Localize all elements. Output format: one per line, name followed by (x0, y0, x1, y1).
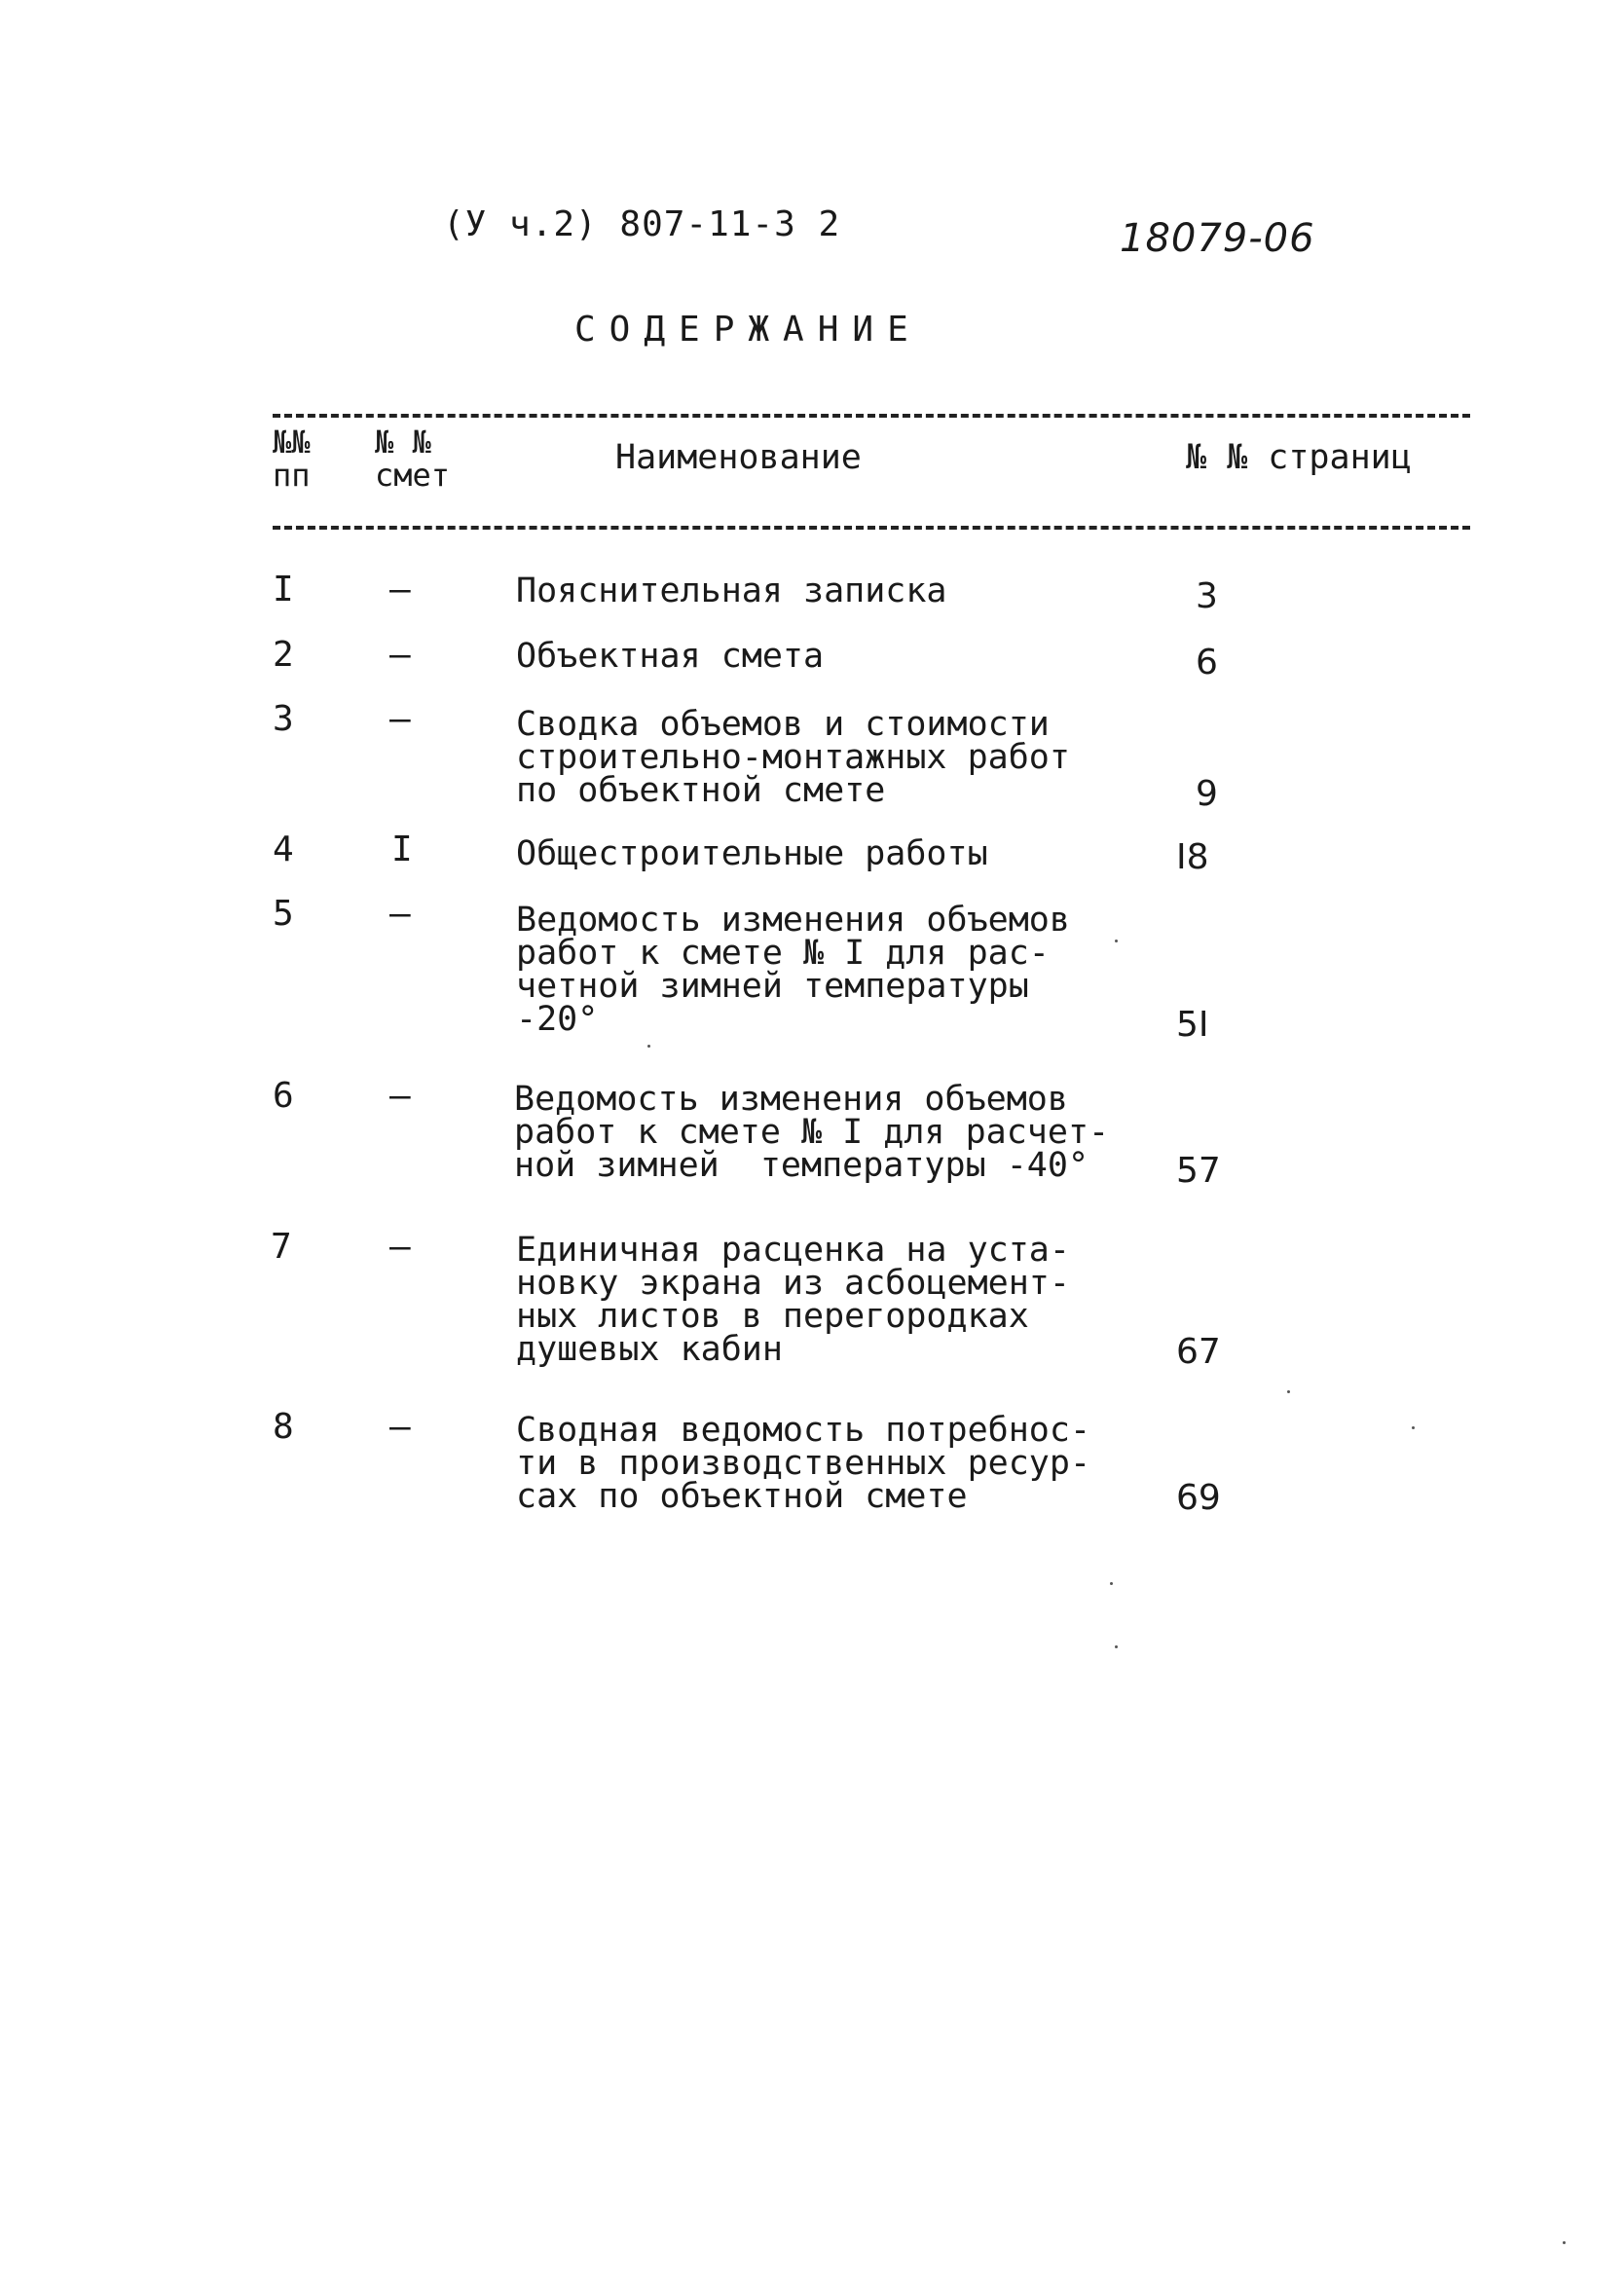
row-name: Общестроительные работы (516, 834, 988, 873)
row-smeta: I (391, 830, 413, 869)
scan-speck (1563, 2241, 1566, 2244)
row-page: 67 (1176, 1332, 1221, 1372)
header-top-rule (273, 414, 1470, 418)
scan-speck (1412, 1426, 1415, 1429)
scan-speck (647, 1045, 650, 1048)
row-page: 57 (1176, 1151, 1221, 1191)
row-page: 6 (1196, 643, 1218, 682)
scan-speck (1110, 1582, 1113, 1585)
row-name: Ведомость изменения объемов работ к смете № I для расчет- ной зимней температуры -40° (514, 1080, 1110, 1185)
row-smeta: – (389, 635, 411, 675)
row-number: 7 (271, 1227, 292, 1267)
header-bottom-rule (273, 526, 1470, 530)
row-number: 3 (273, 699, 294, 739)
row-number: 8 (273, 1407, 294, 1447)
row-page: 5I (1176, 1005, 1209, 1045)
row-number: I (273, 570, 294, 609)
column-header-pages: № № страниц (1186, 438, 1412, 477)
scan-speck (1115, 940, 1118, 942)
column-header-num: №№ пп (273, 424, 311, 494)
column-header-name: Наименование (615, 438, 862, 477)
row-name: Пояснительная записка (516, 572, 947, 610)
row-name: Сводка объемов и стоимости строительно-монтажных работ по объектной смете (516, 705, 1070, 810)
row-smeta: – (389, 1076, 411, 1116)
row-smeta: – (389, 894, 411, 934)
row-page: 69 (1176, 1478, 1221, 1518)
row-smeta: – (389, 699, 411, 739)
row-number: 6 (273, 1076, 294, 1116)
row-name: Ведомость изменения объемов работ к смете № I для рас- четной зимней температуры -20° (516, 901, 1070, 1039)
column-header-smeta: № № смет (375, 424, 451, 494)
row-smeta: – (389, 1407, 411, 1447)
row-number: 5 (273, 894, 294, 934)
row-number: 4 (273, 830, 294, 869)
scan-speck (1287, 1390, 1290, 1393)
document-code: (У ч.2) 807-11-3 2 (443, 204, 841, 244)
row-name: Объектная смета (516, 637, 825, 676)
row-name: Единичная расценка на уста- новку экрана из асбоцемент- ных листов в перегородках душевых кабин (516, 1231, 1070, 1369)
page-title: СОДЕРЖАНИЕ (574, 310, 922, 350)
scan-speck (1115, 1645, 1118, 1648)
row-number: 2 (273, 635, 294, 675)
row-smeta: – (389, 1227, 411, 1267)
row-smeta: – (389, 570, 411, 609)
row-page: 3 (1196, 576, 1218, 616)
handwritten-number: 18079-06 (1120, 216, 1315, 261)
row-page: I8 (1176, 837, 1209, 877)
row-page: 9 (1196, 774, 1218, 814)
row-name: Сводная ведомость потребнос- ти в производственных ресур- сах по объектной смете (516, 1411, 1091, 1516)
